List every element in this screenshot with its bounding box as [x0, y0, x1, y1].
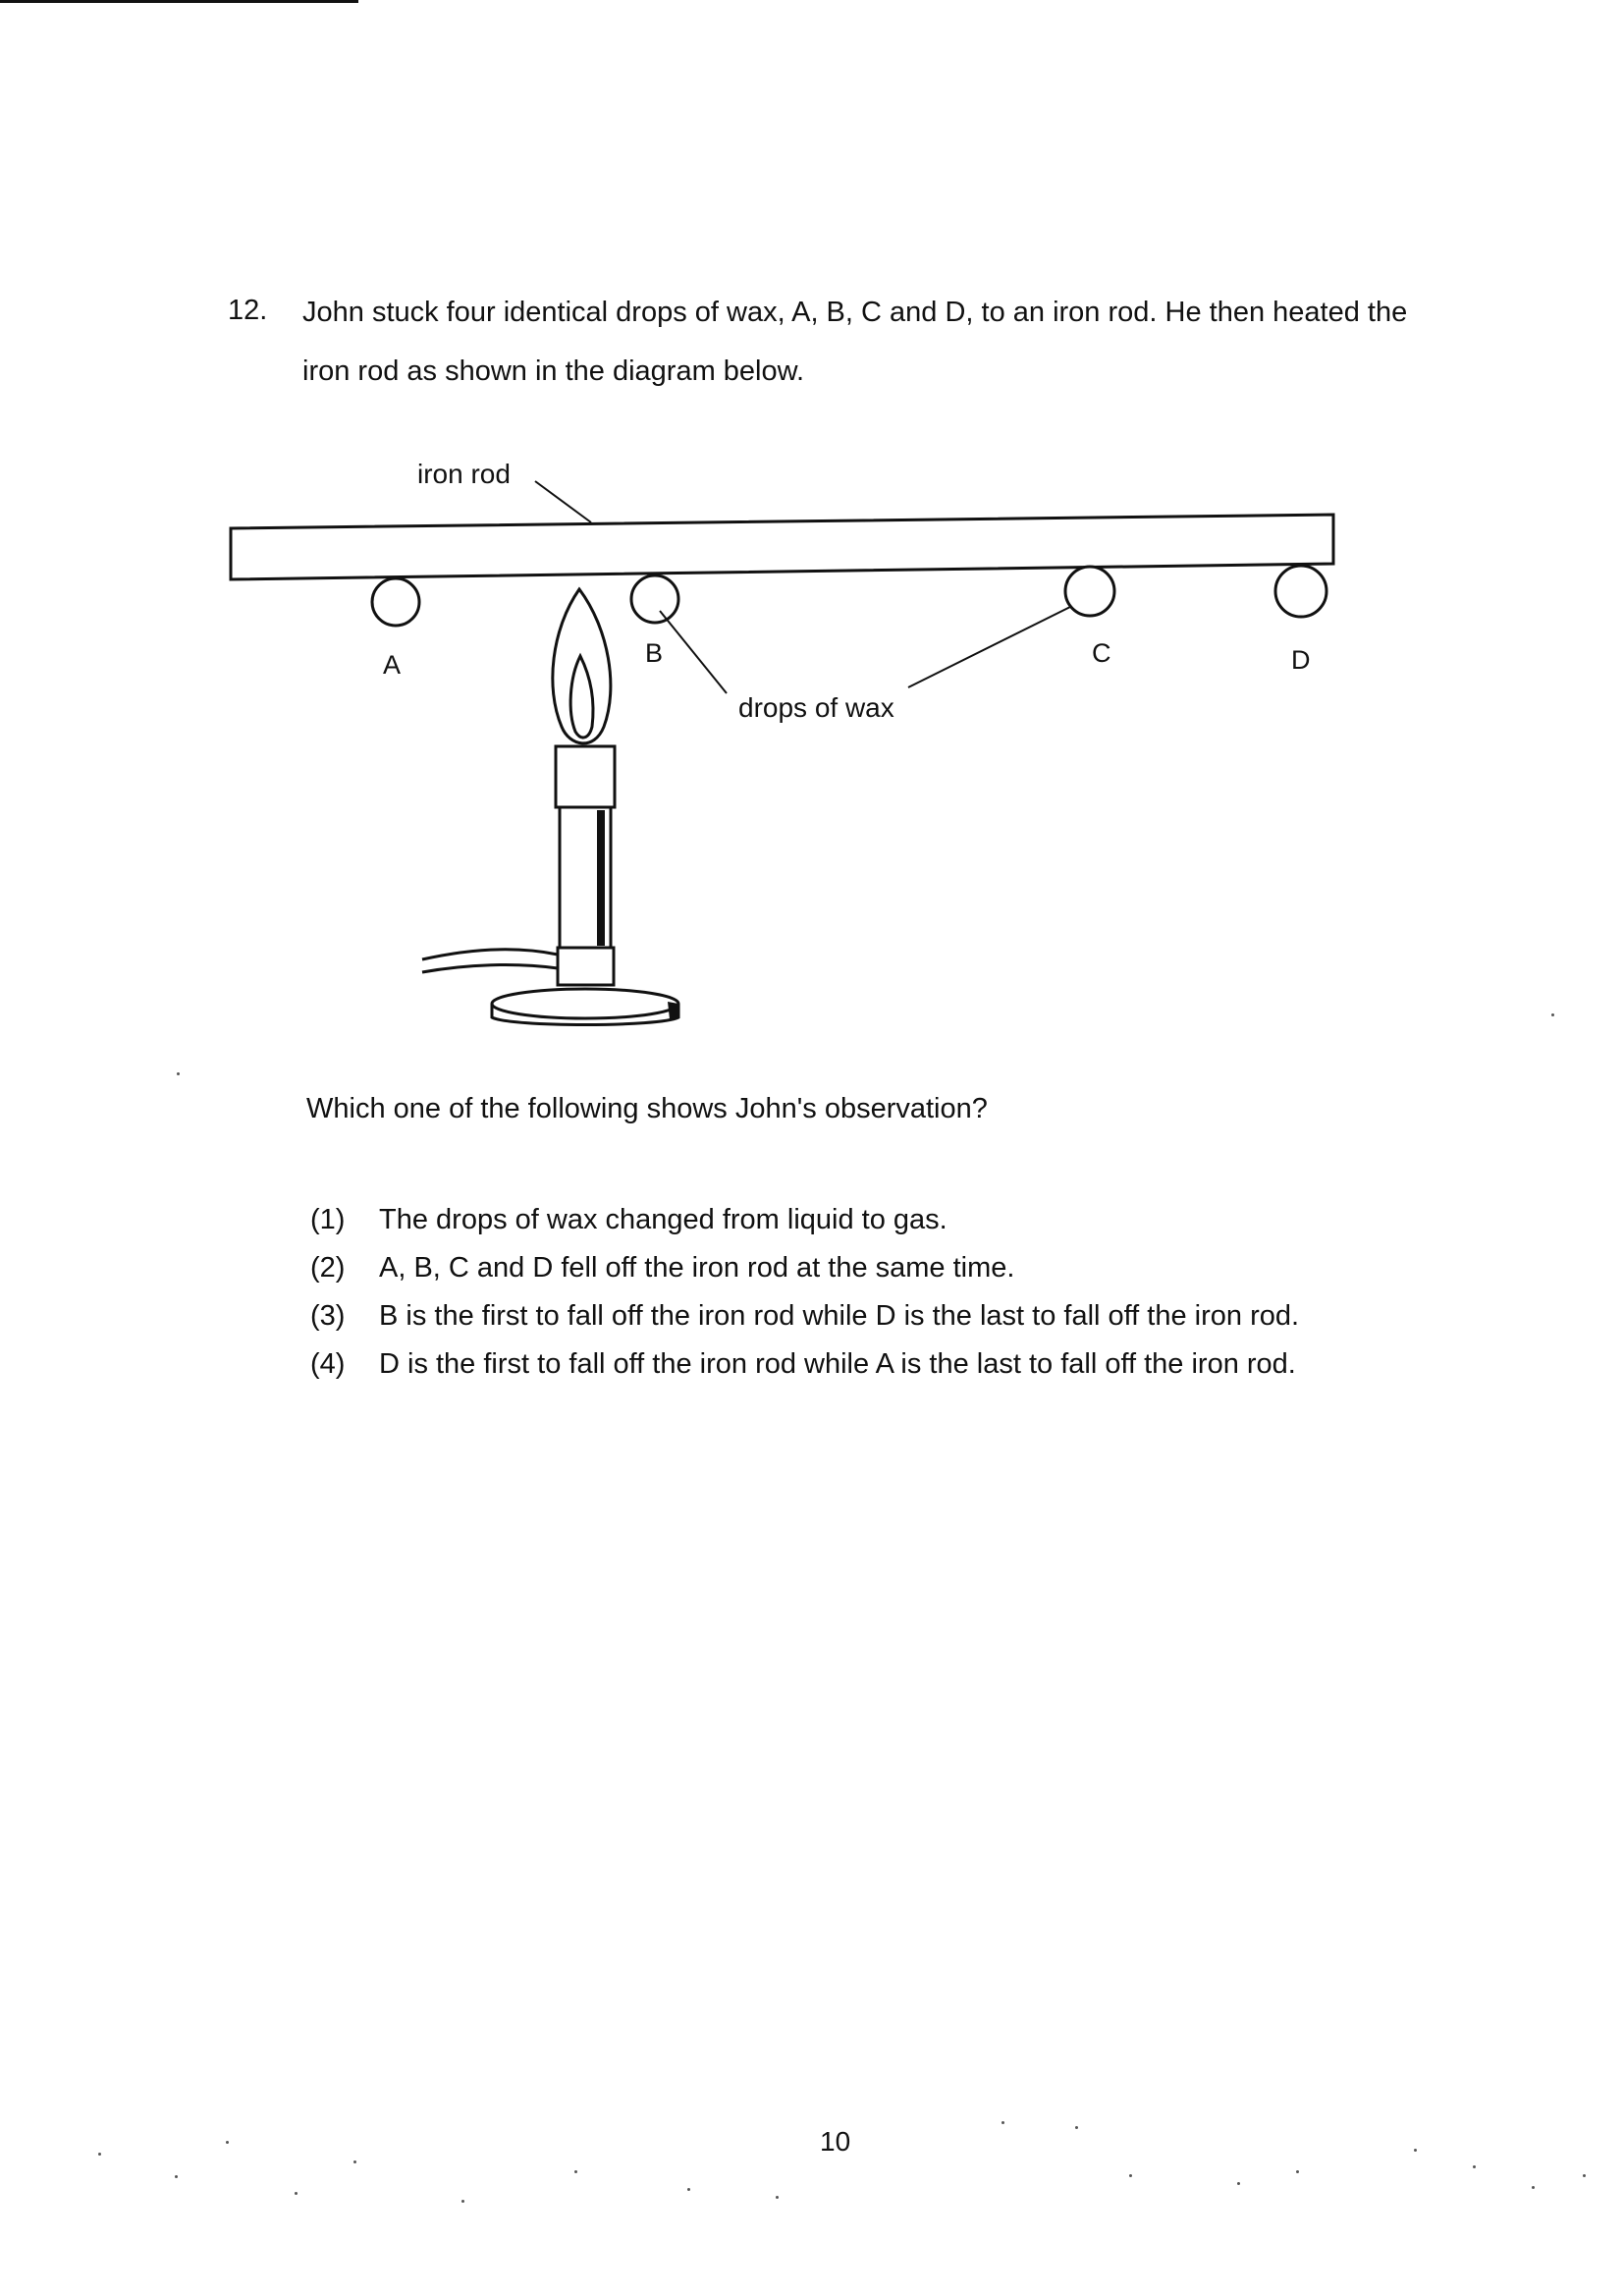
iron-rod-label: iron rod — [417, 459, 511, 489]
scan-speck — [1075, 2126, 1078, 2129]
wax-drop-c — [1065, 567, 1114, 616]
prompt-text: Which one of the following shows John's observation? — [306, 1093, 988, 1124]
scan-speck — [226, 2141, 229, 2144]
question-number: 12. — [228, 295, 268, 326]
question-text: John stuck four identical drops of wax, A, B, C and D, to an iron rod. He then heated the iron rod as shown in the diagram below. — [302, 297, 1408, 387]
option-text: B is the first to fall off the iron rod while D is the last to fall off the iron rod. — [379, 1300, 1300, 1332]
page-number: 10 — [820, 2126, 851, 2157]
option-text: D is the first to fall off the iron rod while A is the last to fall off the iron rod. — [379, 1348, 1296, 1380]
scan-speck — [295, 2192, 298, 2195]
wax-drop-a — [372, 578, 419, 626]
scan-speck — [1551, 1013, 1554, 1016]
scan-speck — [98, 2153, 101, 2156]
scan-speck — [1473, 2165, 1476, 2168]
scan-speck — [353, 2160, 356, 2163]
option-2[interactable] — [310, 1244, 1299, 1292]
scan-speck — [1414, 2149, 1417, 2152]
iron-rod — [231, 515, 1333, 579]
scan-speck — [1532, 2186, 1535, 2189]
drop-label-b: B — [645, 638, 664, 668]
wax-drop-b — [631, 575, 678, 623]
scan-speck — [687, 2188, 690, 2191]
iron-rod-pointer — [535, 481, 591, 522]
burner-air-collar — [558, 948, 614, 985]
drops-of-wax-label: drops of wax — [738, 692, 894, 723]
scan-speck — [1237, 2182, 1240, 2185]
scan-speck — [175, 2175, 178, 2178]
option-number: (3) — [310, 1300, 346, 1332]
answer-options — [310, 1196, 1299, 1389]
wax-drop-d — [1275, 566, 1326, 617]
option-number: (1) — [310, 1204, 346, 1235]
scan-speck — [177, 1072, 180, 1075]
scan-speck — [1129, 2174, 1132, 2177]
experiment-diagram — [0, 432, 1624, 1061]
wax-pointer-b — [660, 611, 727, 693]
scan-speck — [574, 2170, 577, 2173]
option-number: (2) — [310, 1252, 346, 1284]
option-text: The drops of wax changed from liquid to gas. — [379, 1204, 947, 1235]
top-rule — [0, 0, 358, 3]
burner-collar — [556, 746, 615, 807]
bunsen-burner — [422, 589, 678, 1025]
option-4[interactable] — [310, 1340, 1299, 1389]
gas-tube — [422, 950, 558, 959]
scan-speck — [1001, 2121, 1004, 2124]
drop-label-a: A — [383, 650, 402, 680]
drop-label-c: C — [1092, 638, 1111, 668]
option-1[interactable] — [310, 1196, 1299, 1244]
drop-label-d: D — [1291, 645, 1311, 675]
scan-speck — [1583, 2174, 1586, 2177]
option-3[interactable] — [310, 1292, 1299, 1340]
option-number: (4) — [310, 1348, 346, 1380]
wax-pointer-c — [908, 607, 1070, 687]
scan-speck — [776, 2196, 779, 2199]
scan-speck — [1296, 2170, 1299, 2173]
scan-speck — [461, 2200, 464, 2203]
burner-base — [492, 989, 678, 1018]
option-text: A, B, C and D fell off the iron rod at the same time. — [379, 1252, 1015, 1284]
